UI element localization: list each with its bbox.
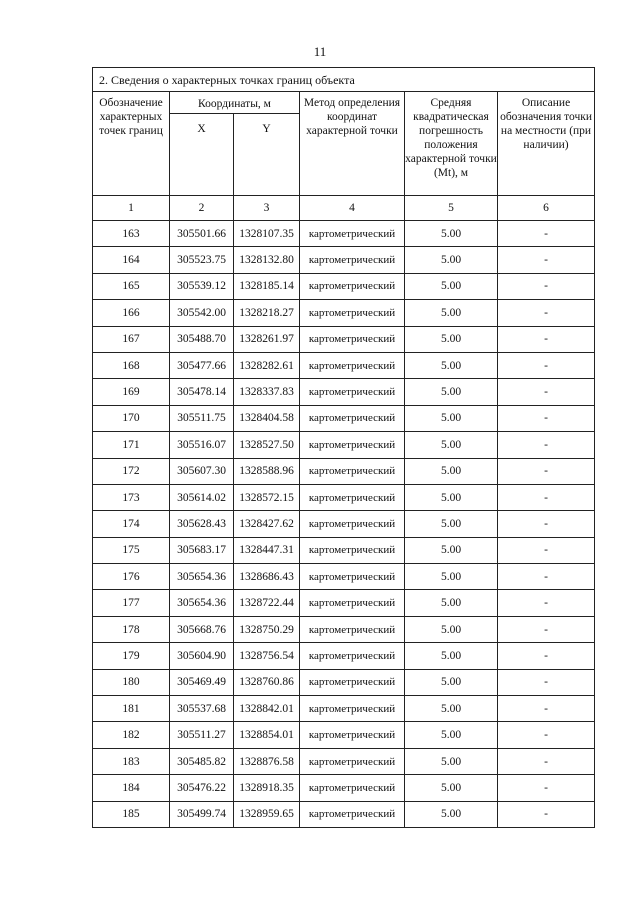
description-cell: - (498, 247, 595, 273)
header-x: X (170, 114, 234, 196)
description-cell: - (498, 801, 595, 827)
table-row (93, 775, 595, 801)
table-row (93, 432, 595, 458)
mt-error-cell: 5.00 (405, 801, 498, 827)
description-cell: - (498, 300, 595, 326)
x-coordinate-cell: 305488.70 (170, 326, 234, 352)
mt-error-cell: 5.00 (405, 775, 498, 801)
method-cell: картометрический (300, 643, 405, 669)
point-number-cell: 179 (93, 643, 170, 669)
mt-error-cell: 5.00 (405, 564, 498, 590)
y-coordinate-cell: 1328876.58 (234, 748, 300, 774)
description-cell: - (498, 352, 595, 378)
y-coordinate-cell: 1328337.83 (234, 379, 300, 405)
y-coordinate-cell: 1328588.96 (234, 458, 300, 484)
y-coordinate-cell: 1328918.35 (234, 775, 300, 801)
point-number-cell: 167 (93, 326, 170, 352)
method-cell: картометрический (300, 326, 405, 352)
point-number-cell: 180 (93, 669, 170, 695)
y-coordinate-cell: 1328282.61 (234, 352, 300, 378)
x-coordinate-cell: 305511.75 (170, 405, 234, 431)
point-number-cell: 183 (93, 748, 170, 774)
mt-error-cell: 5.00 (405, 590, 498, 616)
table-row (93, 590, 595, 616)
description-cell: - (498, 326, 595, 352)
point-number-cell: 168 (93, 352, 170, 378)
x-coordinate-cell: 305604.90 (170, 643, 234, 669)
method-cell: картометрический (300, 432, 405, 458)
method-cell: картометрический (300, 564, 405, 590)
y-coordinate-cell: 1328107.35 (234, 221, 300, 247)
mt-error-cell: 5.00 (405, 352, 498, 378)
mt-error-cell: 5.00 (405, 221, 498, 247)
method-cell: картометрический (300, 458, 405, 484)
x-coordinate-cell: 305628.43 (170, 511, 234, 537)
x-coordinate-cell: 305511.27 (170, 722, 234, 748)
column-number: 2 (170, 196, 234, 221)
x-coordinate-cell: 305516.07 (170, 432, 234, 458)
description-cell: - (498, 537, 595, 563)
point-number-cell: 169 (93, 379, 170, 405)
y-coordinate-cell: 1328218.27 (234, 300, 300, 326)
point-number-cell: 164 (93, 247, 170, 273)
description-cell: - (498, 669, 595, 695)
table-row (93, 379, 595, 405)
point-number-cell: 175 (93, 537, 170, 563)
header-method: Метод определения координат характерной точки (300, 92, 405, 196)
point-number-cell: 165 (93, 273, 170, 299)
mt-error-cell: 5.00 (405, 458, 498, 484)
method-cell: картометрический (300, 801, 405, 827)
description-cell: - (498, 696, 595, 722)
point-number-cell: 174 (93, 511, 170, 537)
mt-error-cell: 5.00 (405, 247, 498, 273)
column-number: 3 (234, 196, 300, 221)
point-number-cell: 181 (93, 696, 170, 722)
x-coordinate-cell: 305477.66 (170, 352, 234, 378)
header-y: Y (234, 114, 300, 196)
y-coordinate-cell: 1328842.01 (234, 696, 300, 722)
y-coordinate-cell: 1328261.97 (234, 326, 300, 352)
description-cell: - (498, 432, 595, 458)
mt-error-cell: 5.00 (405, 432, 498, 458)
method-cell: картометрический (300, 616, 405, 642)
x-coordinate-cell: 305478.14 (170, 379, 234, 405)
method-cell: картометрический (300, 537, 405, 563)
x-coordinate-cell: 305683.17 (170, 537, 234, 563)
mt-error-cell: 5.00 (405, 379, 498, 405)
mt-error-cell: 5.00 (405, 669, 498, 695)
description-cell: - (498, 775, 595, 801)
mt-error-cell: 5.00 (405, 300, 498, 326)
table-row (93, 511, 595, 537)
x-coordinate-cell: 305501.66 (170, 221, 234, 247)
method-cell: картометрический (300, 669, 405, 695)
method-cell: картометрический (300, 722, 405, 748)
description-cell: - (498, 643, 595, 669)
header-description: Описание обозначения точки на местности (при наличии) (498, 92, 595, 196)
mt-error-cell: 5.00 (405, 616, 498, 642)
description-cell: - (498, 616, 595, 642)
x-coordinate-cell: 305542.00 (170, 300, 234, 326)
x-coordinate-cell: 305654.36 (170, 564, 234, 590)
method-cell: картометрический (300, 405, 405, 431)
mt-error-cell: 5.00 (405, 484, 498, 510)
y-coordinate-cell: 1328854.01 (234, 722, 300, 748)
boundary-points-table (92, 67, 595, 828)
point-number-cell: 163 (93, 221, 170, 247)
column-number: 4 (300, 196, 405, 221)
column-number: 5 (405, 196, 498, 221)
x-coordinate-cell: 305537.68 (170, 696, 234, 722)
point-number-cell: 178 (93, 616, 170, 642)
column-number: 6 (498, 196, 595, 221)
y-coordinate-cell: 1328686.43 (234, 564, 300, 590)
mt-error-cell: 5.00 (405, 326, 498, 352)
point-number-cell: 182 (93, 722, 170, 748)
x-coordinate-cell: 305654.36 (170, 590, 234, 616)
method-cell: картометрический (300, 775, 405, 801)
description-cell: - (498, 379, 595, 405)
description-cell: - (498, 273, 595, 299)
description-cell: - (498, 722, 595, 748)
table-row (93, 458, 595, 484)
x-coordinate-cell: 305485.82 (170, 748, 234, 774)
description-cell: - (498, 590, 595, 616)
x-coordinate-cell: 305476.22 (170, 775, 234, 801)
method-cell: картометрический (300, 511, 405, 537)
table-row (93, 748, 595, 774)
table-row (93, 405, 595, 431)
table-row (93, 326, 595, 352)
column-number-row (93, 196, 595, 221)
mt-error-cell: 5.00 (405, 511, 498, 537)
column-number: 1 (93, 196, 170, 221)
point-number-cell: 177 (93, 590, 170, 616)
y-coordinate-cell: 1328959.65 (234, 801, 300, 827)
point-number-cell: 176 (93, 564, 170, 590)
table-row (93, 616, 595, 642)
y-coordinate-cell: 1328750.29 (234, 616, 300, 642)
description-cell: - (498, 564, 595, 590)
table-row (93, 801, 595, 827)
table-row (93, 722, 595, 748)
point-number-cell: 170 (93, 405, 170, 431)
point-number-cell: 166 (93, 300, 170, 326)
header-coordinates: Координаты, м (170, 92, 300, 114)
description-cell: - (498, 458, 595, 484)
table-row (93, 221, 595, 247)
method-cell: картометрический (300, 696, 405, 722)
table-row (93, 484, 595, 510)
y-coordinate-cell: 1328447.31 (234, 537, 300, 563)
header-point-designation: Обозначение характерных точек границ (93, 92, 170, 196)
point-number-cell: 172 (93, 458, 170, 484)
point-number-cell: 185 (93, 801, 170, 827)
y-coordinate-cell: 1328760.86 (234, 669, 300, 695)
method-cell: картометрический (300, 590, 405, 616)
header-row (93, 92, 595, 114)
table-row (93, 564, 595, 590)
section-title-row (93, 68, 595, 92)
table-row (93, 352, 595, 378)
table-row (93, 300, 595, 326)
mt-error-cell: 5.00 (405, 405, 498, 431)
x-coordinate-cell: 305469.49 (170, 669, 234, 695)
mt-error-cell: 5.00 (405, 696, 498, 722)
point-number-cell: 184 (93, 775, 170, 801)
y-coordinate-cell: 1328527.50 (234, 432, 300, 458)
x-coordinate-cell: 305614.02 (170, 484, 234, 510)
page-number: 11 (313, 44, 327, 59)
method-cell: картометрический (300, 247, 405, 273)
y-coordinate-cell: 1328572.15 (234, 484, 300, 510)
description-cell: - (498, 484, 595, 510)
point-number-cell: 171 (93, 432, 170, 458)
method-cell: картометрический (300, 221, 405, 247)
x-coordinate-cell: 305668.76 (170, 616, 234, 642)
method-cell: картометрический (300, 379, 405, 405)
description-cell: - (498, 221, 595, 247)
method-cell: картометрический (300, 300, 405, 326)
y-coordinate-cell: 1328756.54 (234, 643, 300, 669)
x-coordinate-cell: 305539.12 (170, 273, 234, 299)
header-error: Средняя квадратическая погрешность положения характерной точки (Mt), м (405, 92, 498, 196)
y-coordinate-cell: 1328404.58 (234, 405, 300, 431)
table-row (93, 643, 595, 669)
method-cell: картометрический (300, 352, 405, 378)
mt-error-cell: 5.00 (405, 643, 498, 669)
mt-error-cell: 5.00 (405, 722, 498, 748)
x-coordinate-cell: 305499.74 (170, 801, 234, 827)
description-cell: - (498, 511, 595, 537)
y-coordinate-cell: 1328427.62 (234, 511, 300, 537)
table-row (93, 273, 595, 299)
method-cell: картометрический (300, 484, 405, 510)
table-row (93, 669, 595, 695)
mt-error-cell: 5.00 (405, 537, 498, 563)
point-number-cell: 173 (93, 484, 170, 510)
x-coordinate-cell: 305523.75 (170, 247, 234, 273)
y-coordinate-cell: 1328132.80 (234, 247, 300, 273)
table-row (93, 247, 595, 273)
description-cell: - (498, 748, 595, 774)
description-cell: - (498, 405, 595, 431)
mt-error-cell: 5.00 (405, 273, 498, 299)
table-row (93, 696, 595, 722)
x-coordinate-cell: 305607.30 (170, 458, 234, 484)
section-title: 2. Сведения о характерных точках границ объекта (93, 68, 595, 92)
y-coordinate-cell: 1328185.14 (234, 273, 300, 299)
method-cell: картометрический (300, 748, 405, 774)
mt-error-cell: 5.00 (405, 748, 498, 774)
table-row (93, 537, 595, 563)
y-coordinate-cell: 1328722.44 (234, 590, 300, 616)
method-cell: картометрический (300, 273, 405, 299)
